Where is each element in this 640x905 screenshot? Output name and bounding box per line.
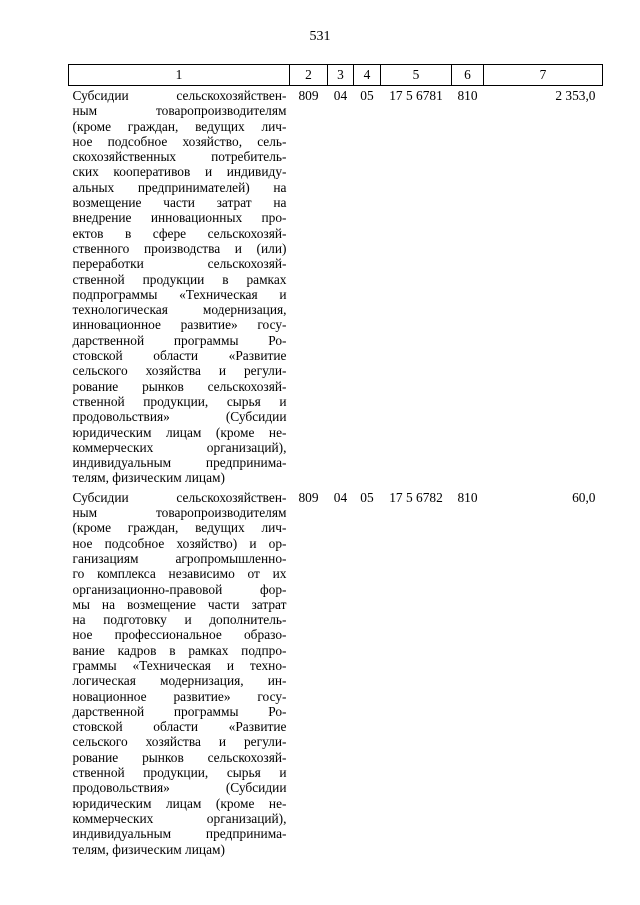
description-line: скохозяйственных потребитель- xyxy=(72,149,287,165)
description-line: коммерческих организаций), xyxy=(72,439,287,455)
description-line: ектов в сфере сельскохозяй- xyxy=(72,225,287,241)
description-line: ное подсобное хозяйство, сель- xyxy=(72,133,287,149)
description-line: возмещение части затрат на xyxy=(72,195,287,211)
description-line: дарственной программы Ро- xyxy=(72,332,287,348)
description-line: организационно-правовой фор- xyxy=(72,581,287,597)
description-line: коммерческих организаций), xyxy=(72,810,287,826)
row-description xyxy=(69,486,290,857)
cell-code-ministry: 809 xyxy=(298,489,319,505)
column-header-6: 6 xyxy=(452,65,484,86)
description-line: продовольствия» (Субсидии xyxy=(72,780,287,796)
table-header-row xyxy=(69,65,603,86)
description-line: ное подсобное хозяйство) и ор- xyxy=(72,535,287,551)
description-line: продовольствия» (Субсидии xyxy=(72,409,287,425)
description-line: ное профессиональное образо- xyxy=(72,627,287,643)
cell-expense-type: 810 xyxy=(457,489,478,505)
column-header-5: 5 xyxy=(381,65,452,86)
description-line: логическая модернизация, ин- xyxy=(72,673,287,689)
description-line: сельского хозяйства и регули- xyxy=(72,734,287,750)
description-line: внедрение инновационных про- xyxy=(72,210,287,226)
cell-expense-type: 810 xyxy=(457,88,478,103)
cell-amount: 2 353,0 xyxy=(555,88,596,103)
description-line: стовской области «Развитие xyxy=(72,719,287,735)
description-line: Субсидии сельскохозяйствен- xyxy=(72,88,287,103)
description-line: ственного производства и (или) xyxy=(72,240,287,256)
column-header-7: 7 xyxy=(484,65,603,86)
description-line: телям, физическим лицам) xyxy=(72,841,225,857)
description-line: на подготовку и дополнитель- xyxy=(72,612,287,628)
description-line: рование рынков сельскохозяй- xyxy=(72,378,287,394)
description-line: юридическим лицам (кроме не- xyxy=(72,424,287,440)
description-line: индивидуальным предпринима- xyxy=(72,455,287,471)
description-line: стовской области «Развитие xyxy=(72,348,287,364)
cell-target-article: 17 5 6782 xyxy=(389,489,443,505)
description-line: ным товаропроизводителям xyxy=(72,103,287,119)
cell-subsection: 05 xyxy=(360,88,374,103)
description-line: сельского хозяйства и регули- xyxy=(72,363,287,379)
description-line: технологическая модернизация, xyxy=(72,302,287,318)
description-line: (кроме граждан, ведущих лич- xyxy=(72,520,287,536)
column-header-2: 2 xyxy=(290,65,328,86)
description-line: ских кооперативов и индивиду- xyxy=(72,164,287,180)
column-header-3: 3 xyxy=(328,65,354,86)
column-header-4: 4 xyxy=(354,65,381,86)
description-line: вание кадров в рамках подпро- xyxy=(72,642,287,658)
description-line: индивидуальным предпринима- xyxy=(72,826,287,842)
description-line: ственной продукции в рамках xyxy=(72,271,287,287)
description-line: переработки сельскохозяй- xyxy=(72,256,287,272)
description-line: ным товаропроизводителям xyxy=(72,505,287,521)
page-number: 531 xyxy=(309,29,331,44)
budget-table xyxy=(68,64,603,857)
description-line: инновационное развитие» госу- xyxy=(72,317,287,333)
row-description xyxy=(69,86,290,486)
table-row xyxy=(69,486,603,857)
description-line: новационное развитие» госу- xyxy=(72,688,287,704)
cell-section: 04 xyxy=(333,489,348,505)
cell-target-article: 17 5 6781 xyxy=(389,88,443,103)
description-line: рование рынков сельскохозяй- xyxy=(72,749,287,765)
description-line: ственной продукции, сырья и xyxy=(72,393,287,409)
cell-amount: 60,0 xyxy=(572,489,596,505)
description-line: ственной продукции, сырья и xyxy=(72,765,287,781)
description-line: подпрограммы «Техническая и xyxy=(72,286,287,302)
description-line: (кроме граждан, ведущих лич- xyxy=(72,118,287,134)
table-row xyxy=(69,86,603,486)
cell-subsection: 05 xyxy=(360,489,374,505)
description-line: юридическим лицам (кроме не- xyxy=(72,795,287,811)
description-line: дарственной программы Ро- xyxy=(72,703,287,719)
description-line: ганизациям агропромышленно- xyxy=(72,550,287,566)
description-line: альных предпринимателей) на xyxy=(72,179,287,195)
column-header-1: 1 xyxy=(69,65,290,86)
description-line: мы на возмещение части затрат xyxy=(72,596,287,612)
description-line: го комплекса независимо от их xyxy=(72,566,287,582)
description-line: телям, физическим лицам) xyxy=(72,470,225,486)
description-line: граммы «Техническая и техно- xyxy=(72,657,287,673)
cell-section: 04 xyxy=(333,88,348,103)
cell-code-ministry: 809 xyxy=(298,88,319,103)
description-line: Субсидии сельскохозяйствен- xyxy=(72,489,287,505)
